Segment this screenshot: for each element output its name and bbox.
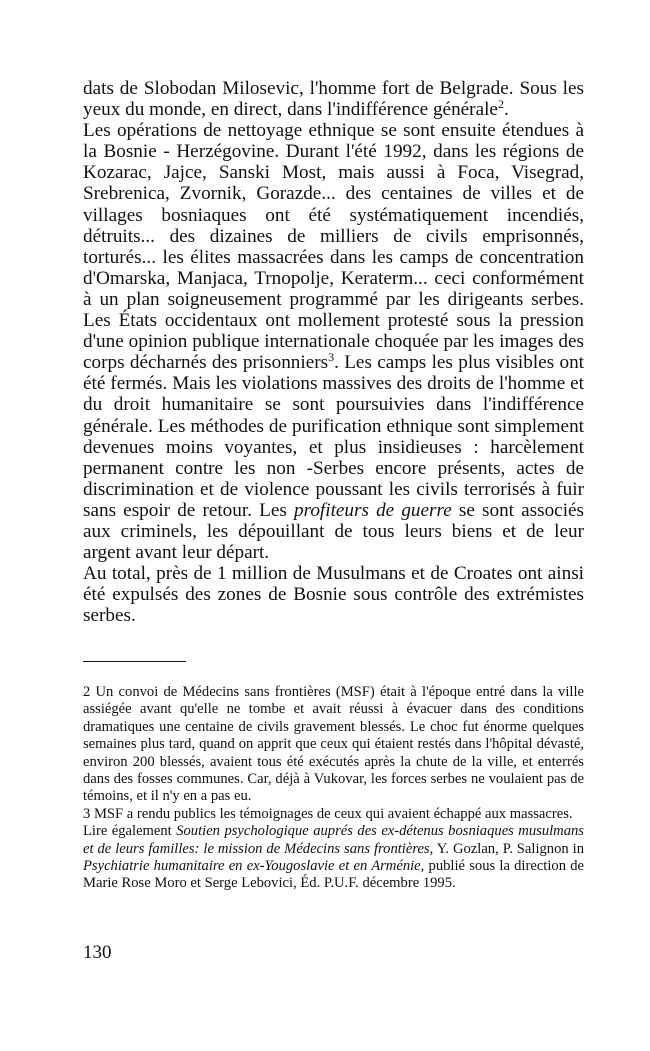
- footnote-separator: [83, 661, 186, 662]
- paragraph-2-italic: profiteurs de guerre: [293, 499, 452, 521]
- footnote-ref-2[interactable]: 2: [497, 97, 504, 112]
- footnote-3: 3 MSF a rendu publics les témoignages de ceux qui avaient échappé aux massacres.: [83, 805, 573, 822]
- paragraph-3: Au total, près de 1 million de Musulmans et de Croates ont ainsi été expulsés des zones de Bosnie sous contrôle des extrémistes serbes.: [83, 563, 584, 627]
- paragraph-2-cont: . Les camps les plus visibles ont été fermés. Mais les violations massives des droits de l'homme et du droit humanitaire se sont poursuivies dans l'indifférence générale. Les méthodes de purification ethnique sont simplement devenues moins voyantes, et plus insidieuses : harcèlement permanent contre les non -Serbes encore présents, actes de discrimination et de violence poussant les civils terrorisés à fuir sans espoir de retour. Les: [83, 352, 585, 521]
- reference-publisher: , publié sous la direction de Marie Rose Moro et Serge Lebovici, Éd. P.U.F. décembre 1995.: [83, 858, 584, 892]
- paragraph-1-end: .: [503, 99, 509, 121]
- footnotes: [83, 684, 584, 893]
- footnote-2: 2 Un convoi de Médecins sans frontières (MSF) était à l'époque entré dans la ville assiégée avant qu'elle ne tombe et avait réussi à évacuer dans des conditions dramatiques une centaine de civils gravement blessés. Le choc fut énorme quelques semaines plus tard, quand on apprit que ceux qui étaient restés dans l'hôpital dévasté, environ 200 blessés, avaient tous été exécutés après la chute de la ville, et enterrés dans des fosses communes. Car, déjà à Vukovar, les forces serbes ne voulaient pas de témoins, et il n'y en a pas eu.: [83, 684, 584, 805]
- footnote-ref-3[interactable]: 3: [328, 350, 335, 365]
- paragraph-2-text: Les opérations de nettoyage ethnique se sont ensuite étendues à la Bosnie - Herzégovine. Durant l'été 1992, dans les régions de Kozarac, Jajce, Sanski Most, mais aussi à Foca, Visegrad, Srebrenica, Zvornik, Gorazde... des centaines de villes et de villages bosniaques ont été systématiquement incendiés, détruits... des dizaines de milliers de civils emprisonnés, torturés... les élites massacrées dans les camps de concentration d'Omarska, Manjaca, Trnopolje, Keraterm... ceci conformément à un plan soigneusement programmé par les dirigeants serbes. Les États occidentaux ont mollement protesté sous la pression d'une opinion publique internationale choquée par les images des corps décharnés des prisonniers: [83, 120, 584, 374]
- page-content: [83, 78, 584, 626]
- body-text: [83, 78, 584, 626]
- reference-authors: , Y. Gozlan, P. Salignon in: [429, 840, 584, 857]
- reference-prefix: Lire également: [83, 823, 177, 840]
- paragraph-2-end: se sont associés aux criminels, les dépouillant de tous leurs biens et de leur argent avant leur départ.: [83, 499, 585, 564]
- paragraph-2: [83, 120, 584, 563]
- footnote-reference: [83, 823, 584, 893]
- paragraph-1-text: dats de Slobodan Milosevic, l'homme fort de Belgrade. Sous les yeux du monde, en direct, dans l'indifférence générale: [83, 78, 584, 121]
- reference-title-1: Soutien psychologique auprés des ex-détenus bosniaques musulmans et de leurs familles: le mission de Médecins sans frontières: [83, 823, 584, 857]
- page-number: 130: [83, 942, 112, 963]
- reference-title-2: Psychiatrie humanitaire en ex-Yougoslavie et en Arménie: [83, 858, 421, 875]
- paragraph-1: [83, 78, 584, 120]
